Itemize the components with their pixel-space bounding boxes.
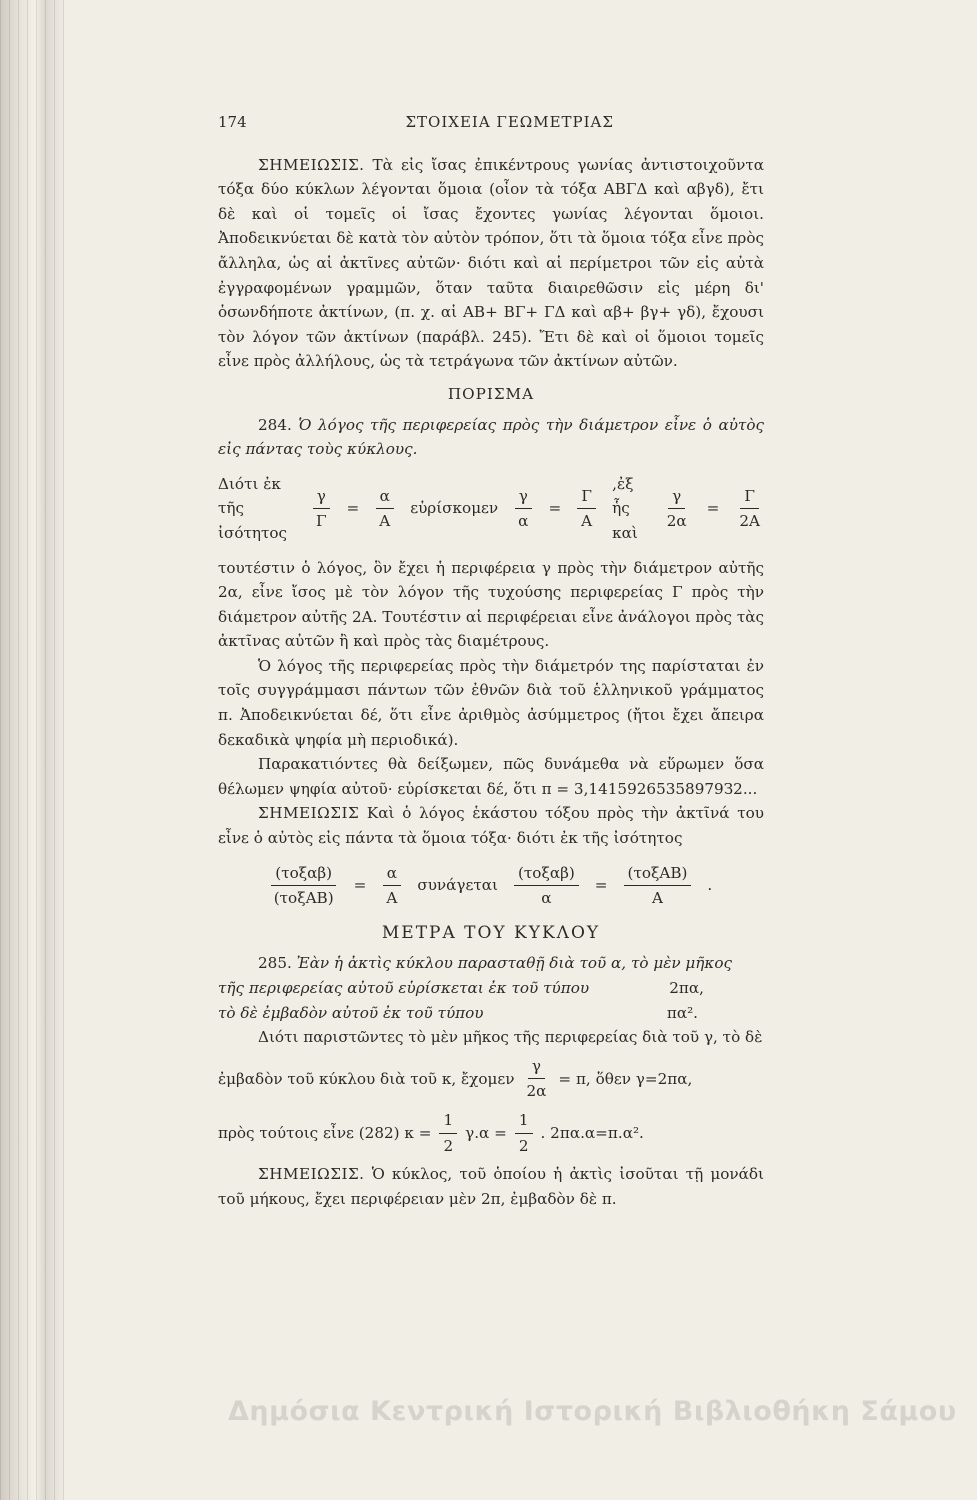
note-paragraph: [218, 801, 764, 850]
fraction: $\frac{1}{2}$: [439, 1108, 457, 1158]
fraction: $\frac{\Gamma}{2A}$: [735, 484, 764, 534]
formula-line: [218, 1001, 764, 1026]
body-paragraph: τουτέστιν ὁ λόγος, ὃν ἔχει ἡ περιφέρεια γ πρὸς τὴν διάμετρον αὐτῆς 2α, εἶνε ἴσος μὲ τὸν λόγον τῆς τυχούσης περιφερείας Γ πρὸς τὴν διάμετρον αὐτῆς 2Α. Τουτέστιν αἱ περιφέρειαι εἶνε ἀνάλογοι πρὸς τὰς ἀκτῖνας αὐτῶν ἢ καὶ πρὸς τὰς διαμέτρους.: [218, 558, 764, 651]
section-heading: ΜΕΤΡΑ ΤΟΥ ΚΥΚΛΟΥ: [381, 922, 601, 943]
page-header: [218, 110, 764, 135]
body-paragraph: Διότι παριστῶντες τὸ μὲν μῆκος τῆς περιφερείας διὰ τοῦ γ, τὸ δὲ: [258, 1028, 763, 1047]
proof-equation: [218, 1108, 764, 1158]
fraction: $\frac{\alpha}{A}$: [375, 484, 394, 534]
page-number: 174: [218, 113, 247, 131]
section-number: 284.: [258, 415, 292, 434]
proof-equation: [218, 1054, 764, 1104]
note-label: ΣΗΜΕΙΩΣΙΣ.: [258, 155, 365, 174]
fraction: $\frac{\gamma}{2\alpha}$: [663, 484, 691, 534]
fraction: $\frac{\text{(τοξΑΒ)}}{A}$: [624, 861, 692, 911]
porisma-statement: [218, 413, 764, 462]
proportion-equations: Διότι ἐκ τῆς ἰσότητος $\frac{\gamma}{\Gamma}$ = $\frac{\alpha}{A}$ εὑρίσκομεν $\frac{\gamma}{\alpha}$ = $\frac{\Gamma}{A}$ ,ἐξ ἧς καὶ $\frac{\gamma}{2\alpha}$ = $\frac{\Gamma}{2A}$: [218, 472, 764, 546]
proof-text: . 2πα.α=π.α².: [540, 1123, 644, 1142]
proof-text: γ.α =: [465, 1123, 507, 1142]
middle-text: συνάγεται: [417, 876, 498, 895]
fraction: $\frac{\gamma}{\Gamma}$: [312, 484, 331, 534]
whence-text: ,ἐξ ἧς καὶ: [612, 474, 638, 542]
library-watermark: Δημόσια Κεντρική Ιστορική Βιβλιοθήκη Σάμου: [228, 1396, 957, 1427]
fraction: $\frac{\alpha}{A}$: [382, 861, 401, 911]
statement-text: Ὁ λόγος τῆς περιφερείας πρὸς τὴν διάμετρον εἶνε ὁ αὐτὸς εἰς πάντας τοὺς κύκλους.: [218, 415, 764, 459]
section-number: 285.: [258, 954, 292, 973]
proof-text: = π, ὅθεν γ=2πα,: [558, 1069, 693, 1088]
proof-intro: Διότι ἐκ τῆς ἰσότητος: [218, 474, 288, 542]
note-text: Τὰ εἰς ἴσας ἐπικέντρους γωνίας ἀντιστοιχοῦντα τόξα δύο κύκλων λέγονται ὅμοια (οἷον τὰ τόξα ΑΒΓΔ καὶ αβγδ), ἔτι δὲ καὶ οἱ τομεῖς οἱ ἴσας ἔχοντες γωνίας λέγονται ὅμοιοι. Ἀποδεικνύεται δὲ κατὰ τὸν αὐτὸν τρόπον, ὅτι τὰ ὅμοια τόξα εἶνε πρὸς ἄλληλα, ὡς αἱ ἀκτῖνες αὐτῶν· διότι καὶ αἱ περίμετροι τῶν εἰς αὐτὰ ἐγγραφομένων γραμμῶν, ὅταν ταῦτα διαιρεθῶσιν εἰς μέρη δι' ὁσωνδήποτε ἀκτίνων, (π. χ. αἱ ΑΒ+ ΒΓ+ ΓΔ καὶ αβ+ βγ+ γδ), ἔχουσι τὸν λόγον τῶν ἀκτίνων (παράβλ. 245). Ἔτι δὲ καὶ οἱ ὅμοιοι τομεῖς εἶνε πρὸς ἀλλήλους, ὡς τὰ τετράγωνα τῶν ἀκτίνων αὐτῶν.: [218, 155, 764, 371]
find-text: εὑρίσκομεν: [410, 499, 499, 518]
note-label: ΣΗΜΕΙΩΣΙΣ: [258, 804, 360, 823]
arc-ratio-equation: $\frac{\text{(τοξαβ)}}{\text{(τοξΑΒ)}}$ = $\frac{\alpha}{A}$ συνάγεται $\frac{\text{(τοξαβ)}}{\alpha}$ = $\frac{\text{(τοξΑΒ)}}{A}$ .: [218, 861, 764, 911]
note-paragraph: [218, 1162, 764, 1211]
theorem-statement: [218, 951, 764, 976]
book-page: [218, 110, 764, 1211]
formula: 2πα,: [669, 979, 704, 997]
note-label: ΣΗΜΕΙΩΣΙΣ.: [258, 1165, 365, 1184]
fraction: $\frac{\gamma}{\alpha}$: [514, 484, 532, 534]
statement-text: τὸ δὲ ἐμβαδὸν αὐτοῦ ἐκ τοῦ τύπου: [218, 1003, 484, 1022]
proof-text: ἐμβαδὸν τοῦ κύκλου διὰ τοῦ κ, ἔχομεν: [218, 1069, 515, 1088]
page-edges: [0, 0, 64, 1500]
fraction: $\frac{\text{(τοξαβ)}}{\alpha}$: [514, 861, 579, 911]
fraction: $\frac{\gamma}{2\alpha}$: [522, 1054, 550, 1104]
formula: πα².: [666, 1003, 698, 1022]
running-title: ΣΤΟΙΧΕΙΑ ΓΕΩΜΕΤΡΙΑΣ: [405, 113, 614, 131]
fraction: $\frac{\text{(τοξαβ)}}{\text{(τοξΑΒ)}}$: [270, 861, 338, 911]
fraction: $\frac{1}{2}$: [515, 1108, 533, 1158]
statement-text: τῆς περιφερείας αὐτοῦ εὑρίσκεται ἐκ τοῦ τύπου: [218, 979, 590, 997]
body-paragraph: Ὁ λόγος τῆς περιφερείας πρὸς τὴν διάμετρόν της παρίσταται ἐν τοῖς συγγράμμασι πάντων τῶν ἐθνῶν διὰ τοῦ ἑλληνικοῦ γράμματος π. Ἀποδεικνύεται δέ, ὅτι εἶνε ἀριθμὸς ἀσύμμετρος (ἤτοι ἔχει ἄπειρα δεκαδικὰ ψηφία μὴ περιοδικά).: [218, 656, 764, 749]
statement-text: Ἐὰν ἡ ἀκτὶς κύκλου παρασταθῇ διὰ τοῦ α, τὸ μὲν μῆκος: [296, 954, 732, 973]
formula-line: [218, 976, 764, 1001]
porisma-heading: ΠΟΡΙΣΜΑ: [447, 384, 535, 403]
proof-text: πρὸς τούτοις εἶνε (282) κ =: [218, 1123, 432, 1142]
note-paragraph: [218, 153, 764, 374]
fraction: $\frac{\Gamma}{A}$: [577, 484, 596, 534]
note-text: Ὁ κύκλος, τοῦ ὁποίου ἡ ἀκτὶς ἰσοῦται τῇ μονάδι τοῦ μήκους, ἔχει περιφέρειαν μὲν 2π, ἐμβαδὸν δὲ π.: [218, 1165, 765, 1208]
body-paragraph: Παρακατιόντες θὰ δείξωμεν, πῶς δυνάμεθα νὰ εὕρωμεν ὅσα θέλωμεν ψηφία αὐτοῦ· εὑρίσκεται δέ, ὅτι π = 3,14159265358979З2...: [218, 755, 764, 798]
note-text: Καὶ ὁ λόγος ἑκάστου τόξου πρὸς τὴν ἀκτῖνά του εἶνε ὁ αὐτὸς εἰς πάντα τὰ ὅμοια τόξα· διότι ἐκ τῆς ἰσότητος: [218, 804, 764, 848]
